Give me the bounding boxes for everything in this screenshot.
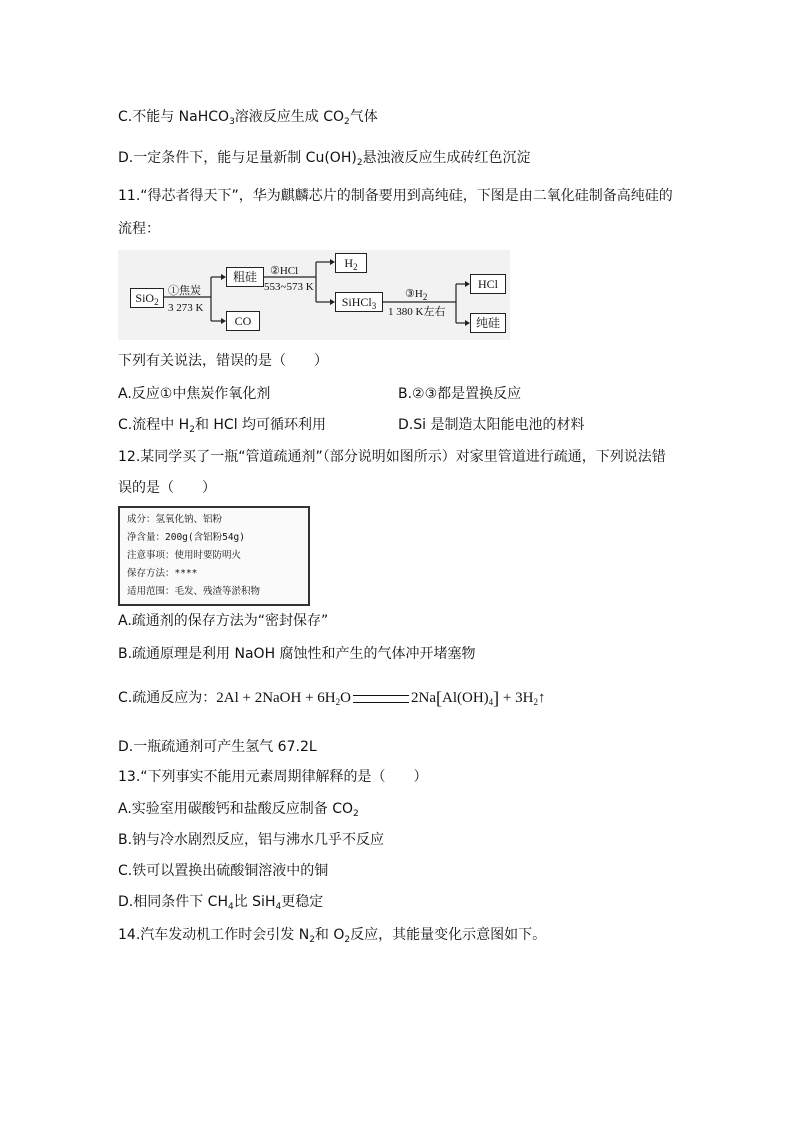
q13-option-b: B.钠与冷水剧烈反应，铝与沸水几乎不反应: [118, 832, 385, 848]
step3-condition: 1 380 K左右: [388, 306, 446, 318]
q12-option-b: B.疏通原理是利用 NaOH 腐蚀性和产生的气体冲开堵塞物: [118, 646, 476, 662]
crude-si-box: 粗硅: [226, 267, 264, 287]
silicon-flow-diagram: [118, 250, 510, 340]
step3-reagent: $③H_2$: [405, 288, 428, 302]
q12-option-c: C.疏通反应为：2Al + 2NaOH + $6H_2O$ $2Na[Al(OH)_4]$ + $3H_2↑$: [118, 688, 546, 708]
step1-condition: 3 273 K: [168, 302, 204, 314]
label-caution: 注意事项：使用时要防明火: [127, 550, 242, 561]
q11-option-a: A.反应①中焦炭作氧化剂: [118, 386, 271, 402]
q13-option-c: C.铁可以置换出硫酸铜溶液中的铜: [118, 863, 329, 879]
label-storage: 保存方法：****: [127, 568, 198, 579]
pure-si-box: 纯硅: [470, 313, 506, 333]
sihcl3-box: SiHCl$_3$: [335, 292, 383, 312]
q11-question: 下列有关说法，错误的是（ ）: [118, 353, 328, 369]
q10-option-d: D.一定条件下，能与足量新制 $Cu(OH)_2$悬浊液反应生成砖红色沉淀: [118, 150, 531, 168]
q12-option-d: D.一瓶疏通剂可产生氢气 67.2L: [118, 739, 317, 755]
co-box: CO: [226, 311, 260, 331]
q14-stem: 14.汽车发动机工作时会引发 $N_2$和 $O_2$反应，其能量变化示意图如下。: [118, 927, 547, 945]
q10-option-c: C.不能与 NaHCO$_3$溶液反应生成 $CO_2$气体: [118, 109, 378, 127]
q11-option-d: D.Si 是制造太阳能电池的材料: [398, 417, 585, 433]
label-usage: 适用范围：毛发、残渣等淤积物: [127, 586, 261, 597]
q12-stem-line1: 12.某同学买了一瓶“管道疏通剂”（部分说明如图所示）对家里管道进行疏通，下列说法错: [118, 449, 666, 465]
label-net-content: 净含量：200g(含铝粉54g): [127, 532, 245, 543]
q12-stem-line2: 误的是（ ）: [118, 480, 216, 496]
q12-option-a: A.疏通剂的保存方法为“密封保存”: [118, 613, 329, 629]
q11-option-b: B.②③都是置换反应: [398, 386, 522, 402]
product-label-image: [118, 506, 310, 606]
label-ingredients: 成分：氢氧化钠、铝粉: [127, 514, 223, 525]
equals-sign: [353, 695, 409, 703]
q11-stem-line2: 流程：: [118, 221, 160, 237]
q11-option-c: C.流程中 $H_2$和 HCl 均可循环利用: [118, 417, 327, 435]
q13-stem: 13.“下列事实不能用元素周期律解释的是（ ）: [118, 769, 428, 785]
hcl-box: HCl: [470, 274, 506, 294]
q11-stem-line1: 11.“得芯者得天下”，华为麒麟芯片的制备要用到高纯硅，下图是由二氧化硅制备高纯硅的: [118, 188, 673, 204]
q13-option-a: A.实验室用碳酸钙和盐酸反应制备 $CO_2$: [118, 801, 359, 819]
q13-option-d: D.相同条件下 $CH_4$比 SiH$_4$更稳定: [118, 894, 324, 912]
step2-reagent: ②HCl: [270, 265, 299, 277]
sio2-box: SiO$_2$: [130, 288, 164, 308]
h2-box: $H_2$: [335, 253, 367, 273]
step2-condition: 553~573 K: [264, 281, 314, 293]
step1-reagent: ①焦炭: [168, 285, 201, 297]
